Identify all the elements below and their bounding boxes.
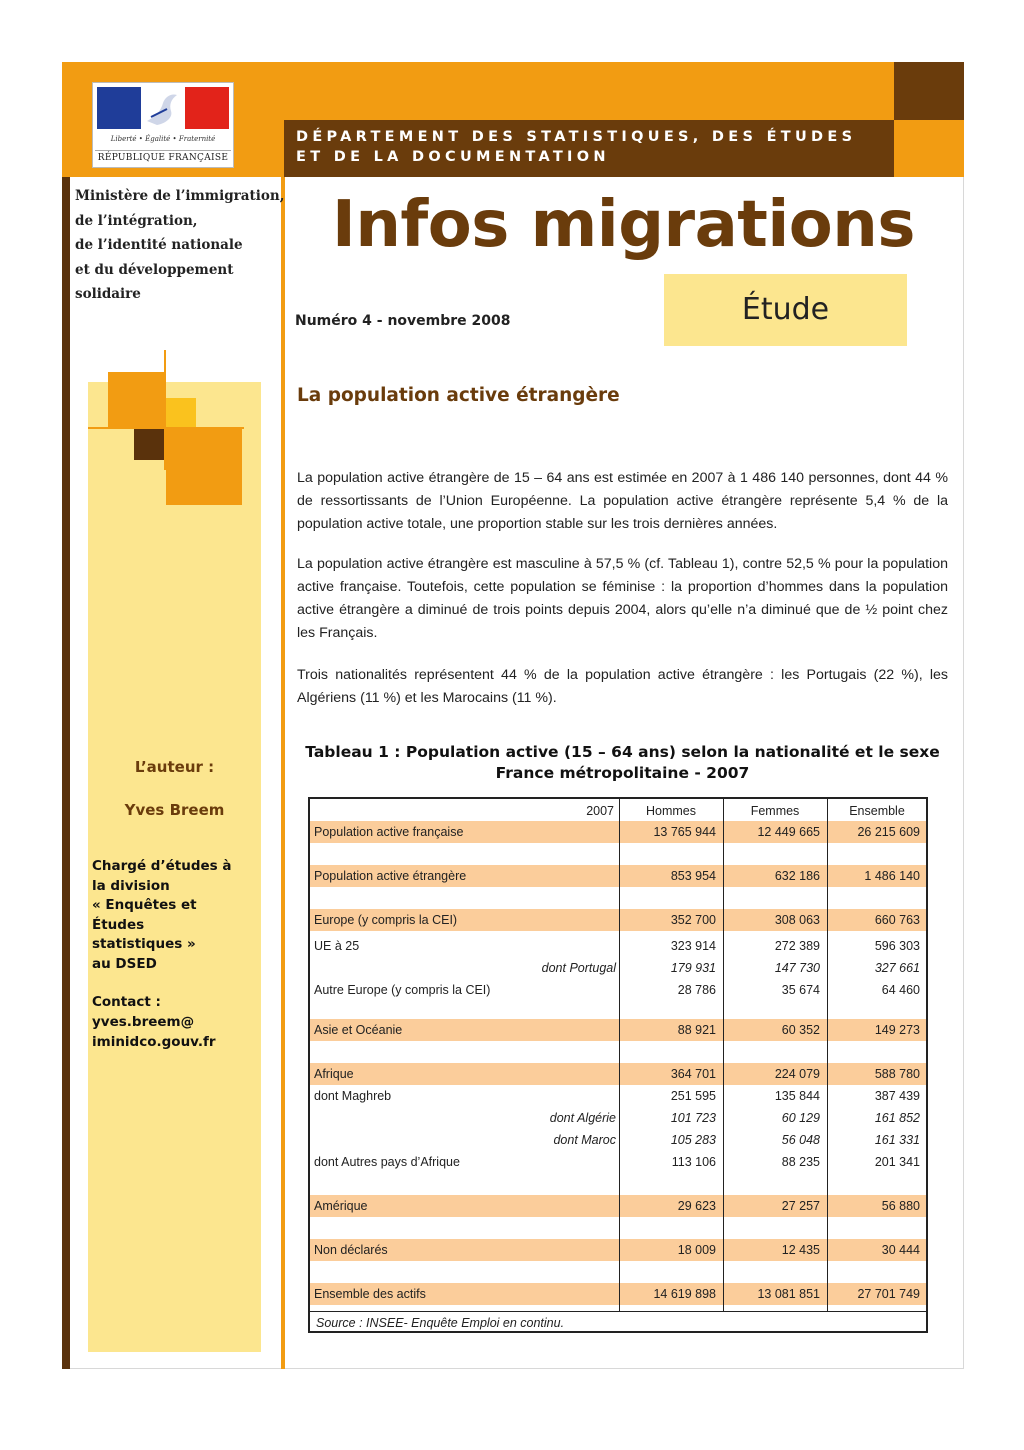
contact-email-link[interactable]: [92, 1013, 257, 1052]
table-row: [310, 1195, 926, 1217]
table-cell-femmes: 135 844: [774, 1089, 820, 1103]
table-row-label: Population active française: [314, 825, 464, 839]
table-cell-femmes: 56 048: [781, 1133, 820, 1147]
column-separator: [281, 177, 285, 1369]
department-line-1: DÉPARTEMENT DES STATISTIQUES, DES ÉTUDES: [296, 129, 857, 145]
table-row-label: UE à 25: [314, 939, 360, 953]
table-row-label: Ensemble des actifs: [314, 1287, 426, 1301]
table-cell-hommes: 101 723: [670, 1111, 716, 1125]
table-cell-hommes: 251 595: [670, 1089, 716, 1103]
table-row: [310, 935, 926, 957]
author-role-line: Chargé d’études à: [92, 858, 232, 874]
author-role-line: « Enquêtes et: [92, 897, 197, 913]
article-paragraph: Trois nationalités représentent 44 % de la population active étrangère : les Portugais (22 %), les Algériens (11 %) et les Marocains (11 %).: [297, 667, 948, 706]
decorative-square: [166, 429, 242, 505]
table-cell-ensemble: 149 273: [874, 1023, 920, 1037]
table-cell-hommes: 13 765 944: [653, 825, 716, 839]
author-role-line: la division: [92, 877, 170, 894]
table-cell-ensemble: 201 341: [874, 1155, 920, 1169]
author-label: L’auteur :: [134, 758, 215, 776]
document-type-badge: Étude: [664, 274, 907, 346]
table-cell-hommes: 352 700: [670, 913, 716, 927]
table-column-divider: [723, 799, 724, 1311]
table-row-label: Amérique: [314, 1199, 368, 1213]
table-row-label: dont Algérie: [549, 1111, 616, 1125]
department-line-2: ET DE LA DOCUMENTATION: [296, 149, 610, 165]
table-cell-hommes: 28 786: [677, 983, 716, 997]
table-cell-femmes: 147 730: [774, 961, 820, 975]
logo-republic-text: RÉPUBLIQUE FRANÇAISE: [95, 150, 231, 163]
header-band-orange: [284, 62, 894, 120]
table-row: [310, 1151, 926, 1173]
ministry-line: et du développement: [75, 261, 234, 278]
publication-title: Infos migrations: [332, 188, 915, 262]
table-row: [310, 1239, 926, 1261]
author-name: Yves Breem: [124, 801, 225, 819]
contact-email-line[interactable]: yves.breem@: [92, 1014, 195, 1030]
table-row: [310, 1107, 926, 1129]
table-header-femmes: Femmes: [750, 804, 800, 818]
department-name: [296, 127, 886, 167]
author-role-line: statistiques »: [92, 936, 196, 952]
table-cell-femmes: 60 352: [781, 1023, 820, 1037]
table-cell-hommes: 18 009: [677, 1243, 716, 1257]
contact-email-line[interactable]: iminidco.gouv.fr: [92, 1033, 216, 1050]
table-row: [310, 1283, 926, 1305]
table-cell-hommes: 179 931: [670, 961, 716, 975]
table-cell-femmes: 224 079: [774, 1067, 820, 1081]
table-row-label: Non déclarés: [314, 1243, 388, 1257]
ministry-name: [75, 184, 285, 307]
table-cell-ensemble: 327 661: [874, 961, 920, 975]
table-row-label: dont Maghreb: [314, 1089, 392, 1103]
table-cell-ensemble: 27 701 749: [857, 1287, 920, 1301]
header-corner-brown: [894, 62, 964, 120]
table-caption: Tableau 1 : Population active (15 – 64 ans) selon la nationalité et le sexe: [305, 743, 940, 761]
table-cell-femmes: 60 129: [781, 1111, 820, 1125]
decorative-square: [134, 429, 164, 460]
table-row: [310, 957, 926, 979]
table-row-label: dont Maroc: [553, 1133, 616, 1147]
decorative-line: [164, 350, 166, 470]
table-row: [310, 979, 926, 1001]
author-role-line: Études: [92, 916, 145, 933]
author-role: [92, 857, 257, 974]
article-paragraph: La population active étrangère de 15 – 64 ans est estimée en 2007 à 1 486 140 personnes, dont 44 % de ressortissants de l’Union Européenne. La population active étrangère représente 5,4 % de la population active totale, une proportion stable sur les trois dernières années.: [297, 470, 948, 532]
table-cell-femmes: 27 257: [781, 1199, 820, 1213]
table-cell-ensemble: 387 439: [874, 1089, 920, 1103]
article-title: La population active étrangère: [297, 385, 620, 406]
table-cell-ensemble: 56 880: [881, 1199, 920, 1213]
table-row-label: Population active étrangère: [314, 869, 467, 883]
table-cell-ensemble: 596 303: [874, 939, 920, 953]
table-cell-femmes: 12 449 665: [757, 825, 820, 839]
table-row: [310, 1063, 926, 1085]
table-cell-ensemble: 26 215 609: [857, 825, 920, 839]
table-cell-femmes: 88 235: [781, 1155, 820, 1169]
table-row: [310, 865, 926, 887]
table-row: [310, 821, 926, 843]
table-cell-ensemble: 588 780: [874, 1067, 920, 1081]
table-cell-hommes: 105 283: [670, 1133, 716, 1147]
logo-motto: Liberté • Égalité • Fraternité: [110, 135, 216, 143]
table-source: Source : INSEE- Enquête Emploi en continu.: [310, 1311, 926, 1333]
table-cell-hommes: 323 914: [670, 939, 716, 953]
tricolor-flag-icon: [97, 87, 229, 129]
table-cell-ensemble: 64 460: [881, 983, 920, 997]
table-row-label: Europe (y compris la CEI): [314, 913, 458, 927]
table-cell-femmes: 308 063: [774, 913, 820, 927]
table-header-year: 2007: [586, 804, 614, 818]
table-header-ensemble: Ensemble: [849, 804, 905, 818]
table-cell-ensemble: 30 444: [881, 1243, 920, 1257]
header-corner-orange: [894, 120, 964, 177]
table-row-label: dont Autres pays d’Afrique: [314, 1155, 460, 1169]
table-row-label: dont Portugal: [541, 961, 616, 975]
table-cell-hommes: 853 954: [670, 869, 716, 883]
table-row-label: Autre Europe (y compris la CEI): [314, 983, 491, 997]
table-row-label: Asie et Océanie: [314, 1023, 403, 1037]
issue-number: Numéro 4 - novembre 2008: [295, 313, 511, 329]
contact-label: Contact :: [92, 994, 161, 1010]
table-subcaption: France métropolitaine - 2007: [495, 764, 750, 782]
table-row: [310, 1085, 926, 1107]
table-cell-femmes: 13 081 851: [757, 1287, 820, 1301]
author-role-line: au DSED: [92, 955, 157, 972]
marianne-profile-icon: [141, 87, 185, 129]
table-column-divider: [619, 799, 620, 1311]
decorative-line: [88, 427, 244, 429]
ministry-line: de l’intégration,: [75, 212, 198, 229]
table-cell-hommes: 29 623: [677, 1199, 716, 1213]
table-cell-femmes: 632 186: [774, 869, 820, 883]
ministry-line: solidaire: [75, 286, 141, 302]
ministry-line: de l’identité nationale: [75, 237, 243, 253]
table-cell-ensemble: 1 486 140: [864, 869, 920, 883]
table-cell-hommes: 113 106: [671, 1155, 716, 1169]
population-table: [308, 797, 928, 1333]
table-cell-femmes: 12 435: [781, 1243, 820, 1257]
table-cell-ensemble: 161 852: [874, 1111, 920, 1125]
table-row-label: Afrique: [314, 1067, 354, 1081]
table-row: [310, 909, 926, 931]
table-cell-hommes: 364 701: [670, 1067, 716, 1081]
decorative-square: [108, 372, 164, 427]
table-cell-femmes: 272 389: [774, 939, 820, 953]
table-row: [310, 1129, 926, 1151]
table-cell-femmes: 35 674: [781, 983, 820, 997]
table-cell-ensemble: 660 763: [874, 913, 920, 927]
ministry-line: Ministère de l’immigration,: [75, 188, 285, 204]
article-paragraph: La population active étrangère est masculine à 57,5 % (cf. Tableau 1), contre 52,5 % pour la population active française. Toutefois, cette population se féminise : la proportion d’hommes dans la population active étrangère a diminué de trois points depuis 2004, alors qu’elle n’a diminué que de ½ point chez les Français.: [297, 556, 948, 641]
table-row: [310, 1019, 926, 1041]
decorative-square: [166, 398, 196, 427]
left-margin-stripe: [62, 177, 70, 1369]
table-column-divider: [827, 799, 828, 1311]
table-cell-hommes: 88 921: [677, 1023, 716, 1037]
republique-francaise-logo: [92, 82, 234, 168]
table-header-hommes: Hommes: [645, 804, 696, 818]
table-cell-ensemble: 161 331: [874, 1133, 920, 1147]
table-cell-hommes: 14 619 898: [653, 1287, 716, 1301]
